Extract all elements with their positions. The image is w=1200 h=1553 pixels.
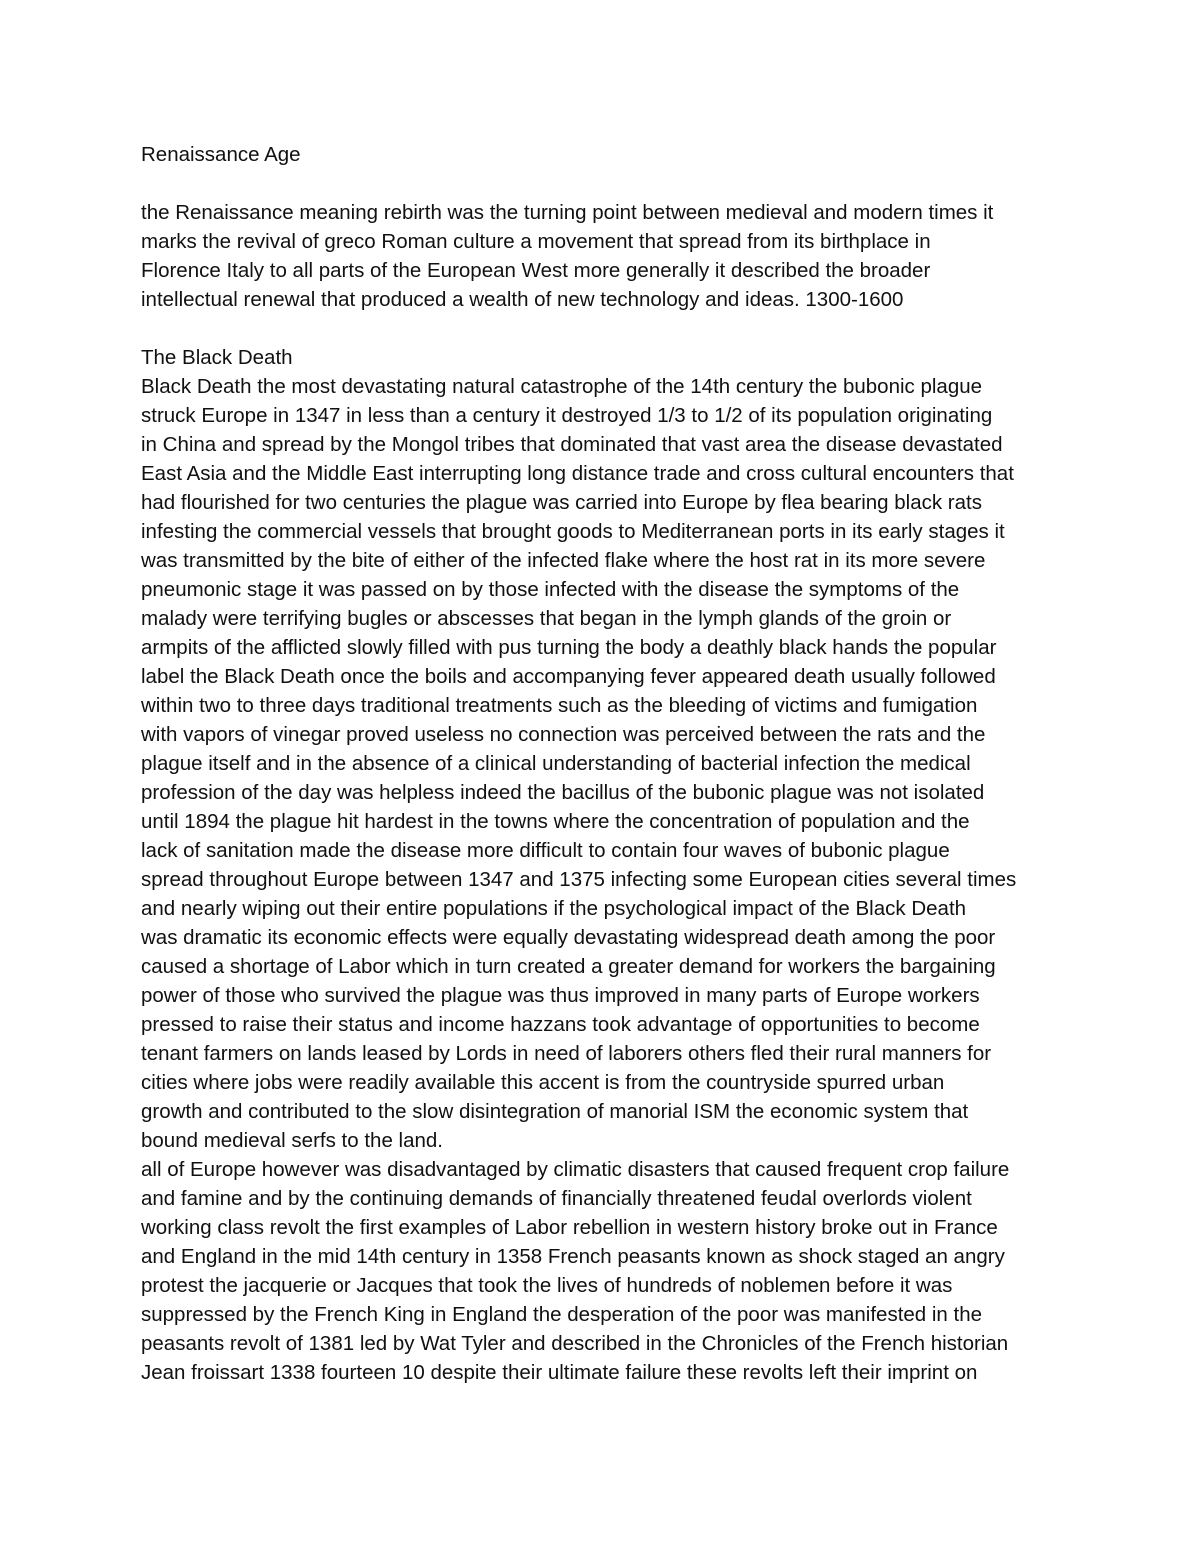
- section-line: armpits of the afflicted slowly filled with pus turning the body a deathly black hands the popular: [141, 636, 997, 659]
- section-line: was dramatic its economic effects were equally devastating widespread death among the poor: [141, 926, 996, 949]
- document-body: [141, 140, 1071, 1387]
- section-line: and England in the mid 14th century in 1358 French peasants known as shock staged an angry: [141, 1245, 1005, 1268]
- section-line: with vapors of vinegar proved useless no connection was perceived between the rats and the: [141, 723, 986, 746]
- section-line: bound medieval serfs to the land.: [141, 1129, 443, 1152]
- section-line: plague itself and in the absence of a clinical understanding of bacterial infection the medical: [141, 752, 971, 775]
- section-line: East Asia and the Middle East interrupting long distance trade and cross cultural encounters that: [141, 462, 1014, 485]
- section-line: lack of sanitation made the disease more difficult to contain four waves of bubonic plague: [141, 839, 950, 862]
- section-line: in China and spread by the Mongol tribes that dominated that vast area the disease devastated: [141, 433, 1003, 456]
- section-line: Black Death the most devastating natural catastrophe of the 14th century the bubonic plague: [141, 375, 983, 398]
- intro-line: marks the revival of greco Roman culture a movement that spread from its birthplace in: [141, 230, 931, 253]
- section-line: growth and contributed to the slow disintegration of manorial ISM the economic system that: [141, 1100, 969, 1123]
- section-line: was transmitted by the bite of either of the infected flake where the host rat in its more severe: [141, 549, 986, 572]
- section-line: and nearly wiping out their entire populations if the psychological impact of the Black Death: [141, 897, 967, 920]
- section-line: infesting the commercial vessels that brought goods to Mediterranean ports in its early stages it: [141, 520, 1005, 543]
- section-line: had flourished for two centuries the plague was carried into Europe by flea bearing black rats: [141, 491, 982, 514]
- intro-line: the Renaissance meaning rebirth was the turning point between medieval and modern times it: [141, 201, 994, 224]
- blank-line: [141, 314, 1071, 343]
- section-line: within two to three days traditional treatments such as the bleeding of victims and fumigation: [141, 694, 978, 717]
- intro-line: intellectual renewal that produced a wealth of new technology and ideas. 1300-1600: [141, 288, 904, 311]
- section-line: all of Europe however was disadvantaged by climatic disasters that caused frequent crop failure: [141, 1158, 1010, 1181]
- section-line: profession of the day was helpless indeed the bacillus of the bubonic plague was not isolated: [141, 781, 985, 804]
- section-line: cities where jobs were readily available this accent is from the countryside spurred urban: [141, 1071, 945, 1094]
- section-line: pneumonic stage it was passed on by those infected with the disease the symptoms of the: [141, 578, 960, 601]
- section-heading: The Black Death: [141, 346, 293, 369]
- intro-line: Florence Italy to all parts of the European West more generally it described the broader: [141, 259, 931, 282]
- section-line: struck Europe in 1347 in less than a century it destroyed 1/3 to 1/2 of its population originating: [141, 404, 993, 427]
- section-line: Jean froissart 1338 fourteen 10 despite their ultimate failure these revolts left their imprint on: [141, 1361, 978, 1384]
- section-line: until 1894 the plague hit hardest in the towns where the concentration of population and the: [141, 810, 970, 833]
- section-line: power of those who survived the plague was thus improved in many parts of Europe workers: [141, 984, 980, 1007]
- section-line: peasants revolt of 1381 led by Wat Tyler and described in the Chronicles of the French historian: [141, 1332, 1009, 1355]
- section-line: spread throughout Europe between 1347 and 1375 infecting some European cities several times: [141, 868, 1017, 891]
- section-line: working class revolt the first examples of Labor rebellion in western history broke out in France: [141, 1216, 998, 1239]
- section-line: pressed to raise their status and income hazzans took advantage of opportunities to become: [141, 1013, 980, 1036]
- blank-line: [141, 169, 1071, 198]
- section-line: protest the jacquerie or Jacques that took the lives of hundreds of noblemen before it was: [141, 1274, 953, 1297]
- section-line: tenant farmers on lands leased by Lords in need of laborers others fled their rural manners for: [141, 1042, 992, 1065]
- section-line: and famine and by the continuing demands of financially threatened feudal overlords violent: [141, 1187, 972, 1210]
- section-paragraph: [141, 372, 1071, 1387]
- section-line: malady were terrifying bugles or abscesses that began in the lymph glands of the groin or: [141, 607, 952, 630]
- section-line: suppressed by the French King in England the desperation of the poor was manifested in the: [141, 1303, 983, 1326]
- section-line: label the Black Death once the boils and accompanying fever appeared death usually followed: [141, 665, 996, 688]
- intro-paragraph: [141, 198, 1071, 314]
- section-line: caused a shortage of Labor which in turn created a greater demand for workers the bargaining: [141, 955, 996, 978]
- document-title: Renaissance Age: [141, 143, 301, 166]
